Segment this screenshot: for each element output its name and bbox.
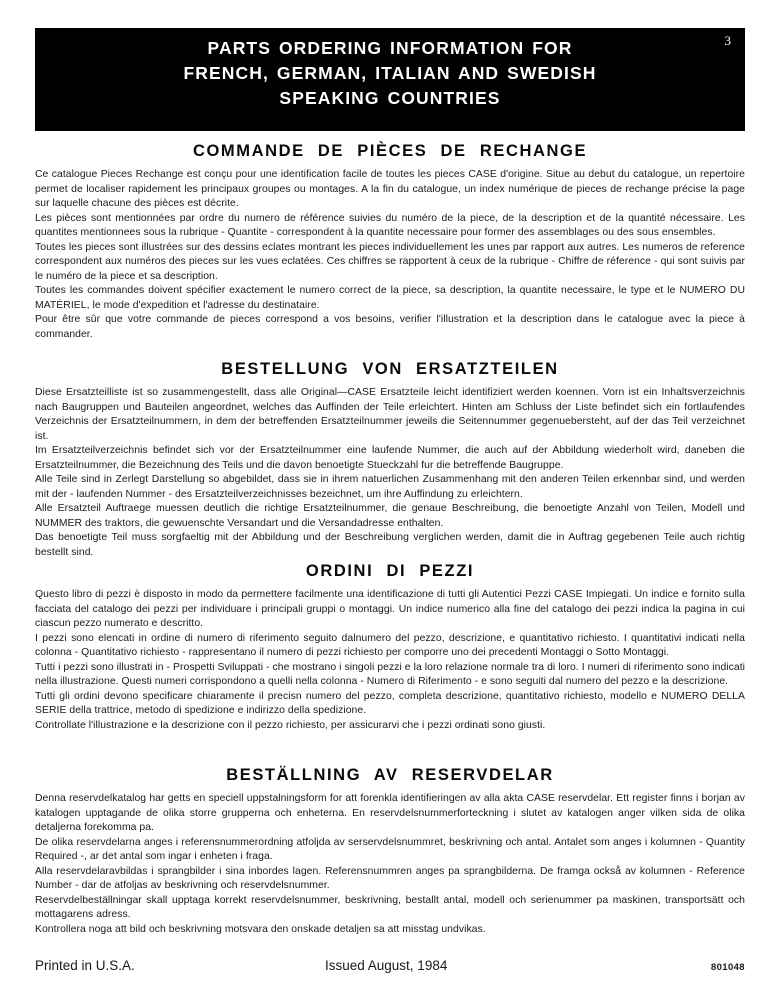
section-heading-swedish: BESTÄLLNING AV RESERVDELAR [226,766,554,784]
paragraph: Reservdelbeställningar skall upptaga korrekt reservdelsnummer, beskrivning, bestallt antal, modell och serienummer pa maskinen, transportsätt och mottagarens adress. [35,894,745,920]
paragraph: Toutes les pieces sont illustrées sur des dessins eclates montrant les pieces individuellement les unes par rapport aux autres. Les numeros de reference correspondent aux numéros des pieces sur les vues eclatées. Ces chiffres se rapportent à ceux de la rubrique - Chiffre de réference - qui sont suivis par le numéro de la piece et sa description. [35,241,745,282]
section-french [35,142,745,342]
footer-issued-date: Issued August, 1984 [325,958,448,973]
section-heading-german: BESTELLUNG VON ERSATZTEILEN [221,360,559,378]
paragraph: Diese Ersatzteilliste ist so zusammengestellt, dass alle Original—CASE Ersatzteile leicht identifiziert werden koennen. Vorn ist ein Inhaltsverzeichnis nach Baugruppen und Bauteilen angeordnet, welches das Auffinden der Teile erleichtert. Hinten am Schluss der Liste befindet sich ein fortlaufendes Verzeichnis der Ersatzteilnummern, in dem der betreffenden Ersatzteilnummer jeweils die Seitennummer gegenuebersteht, auf der das Teil verzeichnet ist. [35,387,745,442]
paragraph: Alle Teile sind in Zerlegt Darstellung so abgebildet, dass sie in ihrem natuerlichen Zusammenhang mit den anderen Teilen erkennbar sind, und werden mit der - laufenden Nummer - des Ersatzteilverzeichnisses bezeichnet, um ihre Auffindung zu erleichtern. [35,474,745,500]
paragraph: Tutti i pezzi sono illustrati in - Prospetti Sviluppati - che mostrano i singoli pezzi e la loro relazione normale tra di loro. I numeri di riferimento sono indicati nella illustrazione. Questi numeri corrispondono a quelli nella colonna - Numero di Riferimento - e sono seguiti dal numero del pezzo e la descrizione. [35,661,745,687]
paragraph: Questo libro di pezzi è disposto in modo da permettere facilmente una identificazione di tutti gli Autentici Pezzi CASE Impiegati. Un indice e fornito sulla facciata del catalogo dei pezzi per individuare i principali gruppi o montaggi. Un indice numerico alla fine del catalogo dei pezzi indica la pagina in cui ciascun pezzo numerato e descritto. [35,589,745,629]
paragraph: Alla reservdelaravbildas i sprangbilder i sina inbordes lagen. Referensnummren anges pa sprangbilderna. De framga också av kolumnen - Reference Number - dar de atfoljas av beskrivning och reservdelsnummer. [35,865,745,891]
section-heading-french: COMMANDE DE PIÈCES DE RECHANGE [192,142,588,160]
page-title-line-1: PARTS ORDERING INFORMATION FOR [207,38,573,58]
paragraph: Ce catalogue Pieces Rechange est conçu pour une identification facile de toutes les pieces CASE d'origine. Situe au debut du catalogue, un repertoire permet de localiser rapidement les principaux groupes ou montages. A la fin du catalogue, un index numérique de pieces de rechange précise la page sur laquelle chacune des pièces est décrite. [35,169,745,209]
paragraph: Pour être sûr que votre commande de pieces correspond a vos besoins, verifier l'illustration et la description dans le catalogue avec la piece à commander. [35,314,745,340]
section-heading-italian: ORDINI DI PEZZI [305,562,475,580]
paragraph: Controllate l'illustrazione e la descrizione con il pezzo richiesto, per assicurarvi che i pezzi ordinati sono giusti. [35,719,546,731]
page-title [35,36,745,111]
paragraph: Alle Ersatzteil Auftraege muessen deutlich die richtige Ersatzteilnummer, die genaue Beschreibung, die benoetigte Anzahl von Teilen, Modell und NUMMER des traktors, die gewuenschte Versandart und die Versandadresse enthalten. [35,503,745,529]
page-title-line-3: SPEAKING COUNTRIES [279,88,501,108]
section-italian [35,562,745,733]
paragraph: Tutti gli ordini devono specificare chiaramente il precisn numero del pezzo, completa descrizione, quantitativo richiesto, modello e NUMERO DELLA SERIE della trattrice, metodo di spedizione e indirizzo della spedizione. [35,690,745,716]
footer-printed-in: Printed in U.S.A. [35,958,135,973]
paragraph: Im Ersatzteilverzeichnis befindet sich vor der Ersatzteilnummer eine laufende Nummer, die auch auf der Abbildung wiederholt wird, daneben die Ersatzteilnummer, die Bezeichnung des Teils und die davon benoetigte Stueckzahl fur die betreffende Baugruppe. [35,445,745,471]
page-footer [35,958,745,980]
section-swedish [35,766,745,937]
page-title-line-2: FRENCH, GERMAN, ITALIAN AND SWEDISH [183,63,597,83]
section-german [35,360,745,560]
page-number: 3 [724,33,731,48]
footer-form-number: 801048 [710,962,745,973]
paragraph: Denna reservdelkatalog har getts en speciell uppstalningsform for att forenkla identifieringen av alla akta CASE reservdelar. Ett register finns i borjan av katalogen upptagande de olika storre grupperna och enheterna. En reservdelsnummerforteckning i slutet av katalogen anger vilken sida de olika detaljerna forekomma pa. [35,793,745,833]
paragraph: Kontrollera noga att bild och beskrivning motsvara den onskade detaljen sa att misstag undvikas. [35,923,486,935]
page-header-band [35,28,745,131]
paragraph: Toutes les commandes doivent spécifier exactement le numero correct de la piece, sa description, la quantite necessaire, le type et le NUMERO DU MATÉRIEL, le mode d'expedition et l'adresse du destinataire. [35,285,745,311]
paragraph: Das benoetigte Teil muss sorgfaeltig mit der Abbildung und der Beschreibung verglichen werden, damit die in Auftrag gegebenen Teile auch richtig bestellt sind. [35,532,745,558]
paragraph: Les pièces sont mentionnées par ordre du numero de référence suivies du numéro de la piece, de la description et de la quantité nécessaire. Les quantites mentionnees sous la rubrique - Quantite - correspondent à la quantite necessaire pour former des assemblages ou des sous ensembles. [35,212,745,238]
paragraph: De olika reservdelarna anges i referensnummerordning atfoljda av serservdelsnummret, beskrivning och antal. Antalet som anges i kolumnen - Quantity Required -, ar det antal som ingar i enheten i fraga. [35,836,745,862]
paragraph: I pezzi sono elencati in ordine di numero di riferimento seguito dalnumero del pezzo, descrizione, e quantitativo richiesto. I quantitativi indicati nella colonna - Quantitativo richiesto - rappresentano il numero di pezzi richiesto per comporre uno dei precedenti Montaggi o Sotto Montaggi. [35,632,745,658]
